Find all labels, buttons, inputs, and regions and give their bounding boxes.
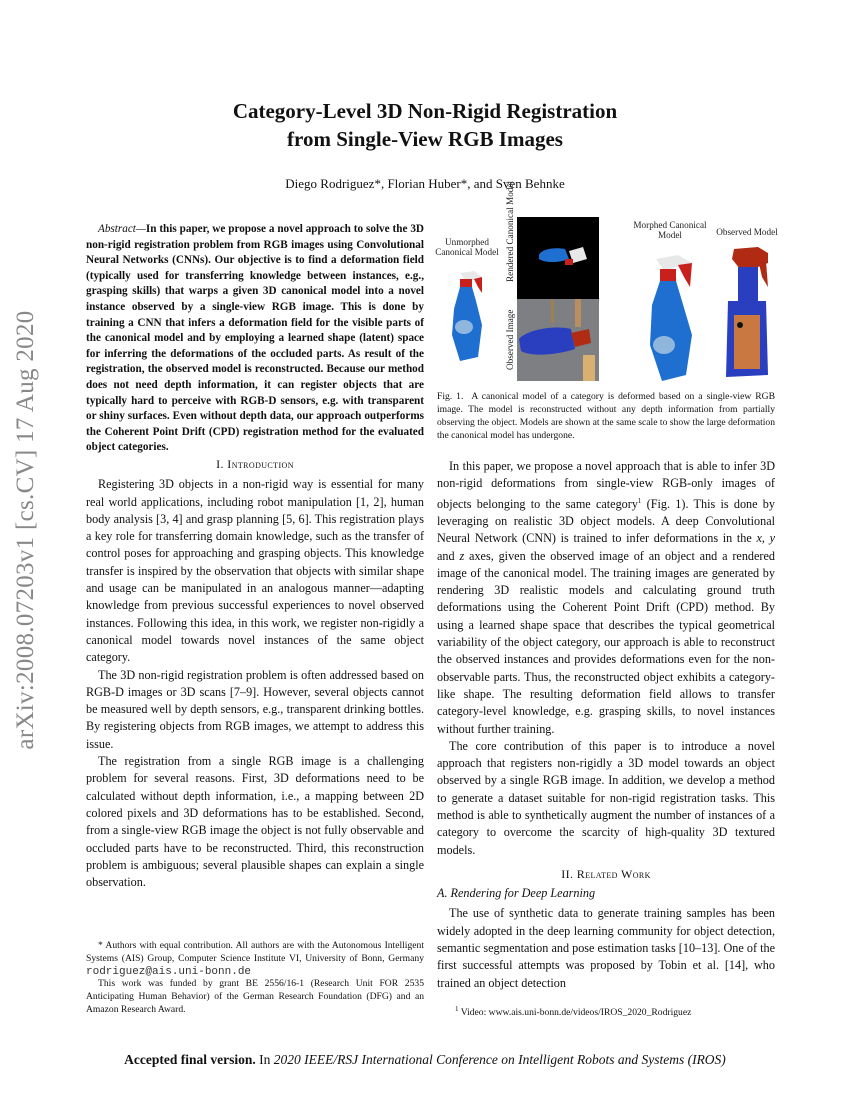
footnote-ref-1[interactable]: 1 xyxy=(637,496,642,505)
label-unmorphed-canonical-model: Unmorphed Canonical Model xyxy=(435,237,499,257)
var-z: z xyxy=(459,548,465,563)
observed-image xyxy=(517,299,599,381)
body-paragraph xyxy=(437,458,775,738)
author-email-link[interactable]: rodriguez@ais.uni-bonn.de xyxy=(86,965,252,978)
body-paragraph: The use of synthetic data to generate training samples has been widely adopted in the deep learning community for object detection, semantic segmentation and pose estimation tasks [10–13]. One of the first successful attempts was proposed by Tobin et al. [14], who trained an object detection xyxy=(437,906,775,990)
right-column-body xyxy=(437,458,775,992)
footer-venue: 2020 IEEE/RSJ International Conference on Intelligent Robots and Systems (IROS) xyxy=(273,1052,726,1067)
footer-bold: Accepted final version. xyxy=(124,1052,256,1067)
body-paragraph: The core contribution of this paper is to introduce a novel approach that registers non-rigidly a 3D model towards an object observed by a single RGB image. In addition, we develop a method to generate a dataset suitable for non-rigid registration tasks. This method is able to synthetically augment the number of instances of a category to overcome the scarcity of high-quality 3D textured models. xyxy=(437,738,775,857)
subsection-heading: A. Rendering for Deep Learning xyxy=(437,886,596,901)
paragraph-text: In this paper, we propose a novel approach that is able to infer 3D non-rigid deformations from single-view RGB-only images of objects belonging to the same category xyxy=(437,459,775,511)
label-observed-model: Observed Model xyxy=(716,227,778,237)
intro-paragraph: Registering 3D objects in a non-rigid way is essential for many real world applications, including robot manipulation [1, 2], human body analysis [3, 4] and grasp planning [5, 6]. This registration plays a key role for transferring domain knowledge, such as the transfer of control poses for approaching and grasping objects. This knowledge transfer is inspired by the observation that objects with similar shape and usage can be manipulated in an analogous manner—adapting knowledge from previous successful experiences to novel observed instances. Following this idea, in this work, we register non-rigidly a canonical model towards novel instances of the same object category. xyxy=(86,477,424,665)
footnote-affiliation: * Authors with equal contribution. All authors are with the Autonomous Intelligent Systems (AIS) Group, Computer Science Institute VI, University of Bonn, Germany xyxy=(86,940,424,964)
intro-paragraph: The registration from a single RGB image is a challenging problem for several reasons. First, 3D deformations need to be calculated without depth information, i.e., a mapping between 2D colored pixels and 3D deformations has to be established. Second, from a single-view RGB image the object is not fully observable and occluded parts have to be reconstructed. Third, this reconstruction problem is ambiguous; several plausible shapes can explain a single observation. xyxy=(86,754,424,890)
separator: and xyxy=(437,548,460,563)
paper-title xyxy=(0,97,850,153)
video-link[interactable]: Video: www.ais.uni-bonn.de/videos/IROS_2020_Rodriguez xyxy=(458,1007,692,1019)
label-observed-image: Observed Image xyxy=(505,309,515,370)
paragraph-text: (Fig. 1). This is done by leveraging on realistic 3D object models. A deep Convolutional Neural Network (CNN) is trained to infer deformations in the xyxy=(437,496,775,546)
footnote-mark: 1 xyxy=(455,1005,459,1013)
figure-1-caption xyxy=(437,390,775,442)
label-rendered-canonical-model: Rendered Canonical Model xyxy=(505,180,515,282)
abstract xyxy=(86,222,424,456)
figure-1 xyxy=(432,180,782,385)
abstract-lead: Abstract— xyxy=(98,223,146,235)
footnote-funding: This work was funded by grant BE 2556/16-1 (Research Unit FOR 2535 Anticipating Human Behavior) of the German Research Foundation (DFG) and an Amazon Research Award. xyxy=(86,978,424,1015)
separator: , xyxy=(761,531,770,546)
introduction-section xyxy=(86,456,424,891)
unmorphed-bottle-image xyxy=(442,265,492,365)
video-footnote xyxy=(455,1005,691,1018)
observed-model-bottle-image xyxy=(722,245,778,379)
author-footnote xyxy=(86,940,424,1017)
abstract-text: In this paper, we propose a novel approach to solve the 3D non-rigid registration problem from RGB images using Convolutional Neural Networks (CNNs). Our objective is to find a deformation field (typically used for transferring knowledge between instances, e.g., grasping skills) that warps a given 3D canonical model into a novel instance observed by a single-view RGB image. This is done by training a CNN that infers a deformation field for the visible parts of the canonical model and by employing a learned shape (latent) space for inferring the deformations of the occluded parts. As result of the registration, the observed model is reconstructed. Because our method does not need depth information, it can register objects that are typically hard to perceive with RGB-D sensors, e.g. with transparent or shiny surfaces. Even without depth data, our approach outperforms the Coherent Point Drift (CPD) registration method for the evaluated object categories. xyxy=(86,223,424,454)
section-heading-introduction: I. Introduction xyxy=(216,457,294,471)
figure-label: Fig. 1. xyxy=(437,391,464,402)
title-line-1: Category-Level 3D Non-Rigid Registration xyxy=(232,99,618,123)
var-x: x xyxy=(756,531,762,546)
caption-text: A canonical model of a category is deformed based on a single-view RGB image. The model is reconstructed without any depth information from partially observing the object. Models are shown at the same scale to show the large deformation the canonical model has undergone. xyxy=(437,391,776,441)
label-morphed-canonical-model: Morphed Canonical Model xyxy=(633,220,707,240)
footer-plain: In xyxy=(255,1052,274,1067)
title-line-2: from Single-View RGB Images xyxy=(287,127,563,151)
paragraph-text: axes, given the observed image of an object and a rendered image of the canonical model. The training images are generated by rendering 3D realistic models and calculating ground truth deformations using the Coherent Point Drift (CPD) method. By using a learned shape space that describes the typical geometrical variability of the object category, our approach is able to reconstruct the observed instances and provides deformations even for the non-observable parts. Thus, the reconstructed object exhibits a category-like shape. The resulting deformation field allows to transfer category-level knowledge, e.g. grasping skills, to novel instances without further training. xyxy=(437,548,775,736)
authors: Diego Rodriguez*, Florian Huber*, and Sven Behnke xyxy=(285,176,565,191)
var-y: y xyxy=(769,531,776,546)
section-heading-related-work: II. Related Work xyxy=(561,866,651,881)
arxiv-stamp xyxy=(4,285,48,775)
rendered-canonical-model-image xyxy=(517,217,599,299)
morphed-bottle-image xyxy=(642,245,702,383)
arxiv-stamp-text: arXiv:2008.07203v1 [cs.CV] 17 Aug 2020 xyxy=(12,310,39,750)
publication-footer xyxy=(0,1052,850,1068)
intro-paragraph: The 3D non-rigid registration problem is often addressed based on RGB-D images or 3D scans [7–9]. However, several objects cannot be measured well by depth sensors, e.g., transparent drinking bottles. By registering objects from RGB images, we attempt to address this issue. xyxy=(86,667,424,751)
